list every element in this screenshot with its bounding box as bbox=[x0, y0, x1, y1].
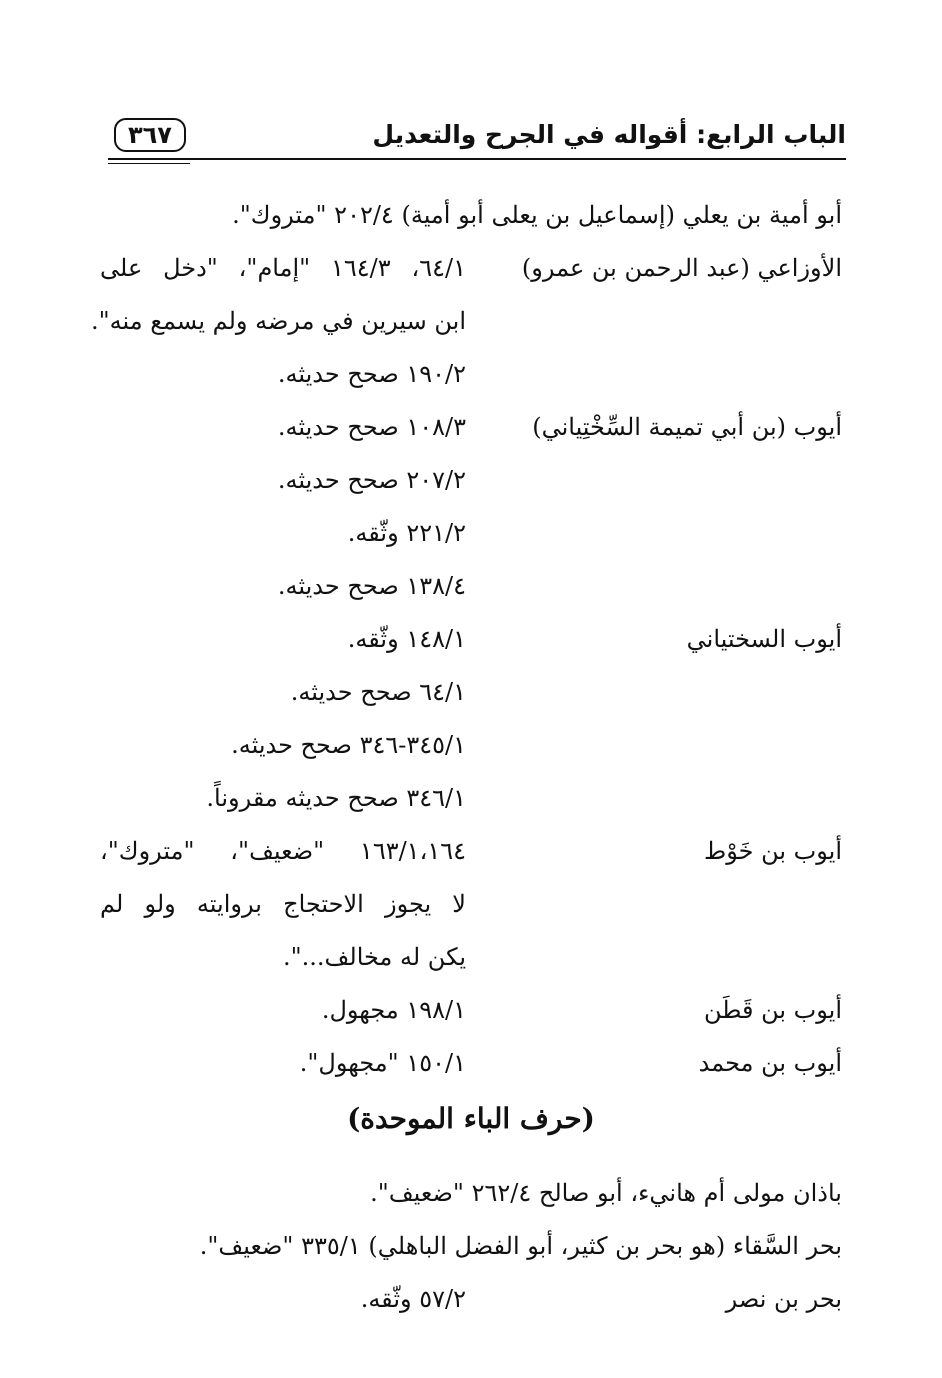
narrator-detail: ٢٢١/٢ وثّقه. bbox=[347, 519, 466, 547]
entry-line bbox=[0, 932, 942, 982]
narrator-detail: ٥٧/٢ وثّقه. bbox=[360, 1285, 466, 1313]
narrator-name: أيوب بن قَطَن bbox=[704, 996, 842, 1024]
entry-line bbox=[0, 508, 942, 558]
entry-line bbox=[0, 402, 942, 452]
narrator-detail: ١٥٠/١ "مجهول". bbox=[299, 1049, 466, 1077]
narrator-detail: ابن سيرين في مرضه ولم يسمع منه". bbox=[91, 307, 466, 335]
narrator-name: بحر بن نصر bbox=[725, 1285, 842, 1313]
narrator-detail: ٦٤/١، ١٦٤/٣ "إمام"، "دخل على bbox=[100, 254, 466, 282]
page-number: ٣٦٧ bbox=[114, 118, 186, 152]
entry-line bbox=[0, 455, 942, 505]
narrator-detail: ٣٤٥/١-٣٤٦ صحح حديثه. bbox=[231, 731, 466, 759]
narrator-name: الأوزاعي (عبد الرحمن بن عمرو) bbox=[521, 254, 842, 282]
entry-line bbox=[0, 1168, 942, 1218]
entry-text: باذان مولى أم هانيء، أبو صالح ٢٦٢/٤ "ضعيف". bbox=[370, 1179, 842, 1207]
entry-line bbox=[0, 826, 942, 876]
narrator-detail: ١٩٠/٢ صحح حديثه. bbox=[277, 360, 466, 388]
entry-line bbox=[0, 614, 942, 664]
entry-line bbox=[0, 1221, 942, 1271]
narrator-detail: ١٦٣/١،١٦٤ "ضعيف"، "متروك"، bbox=[100, 837, 466, 865]
narrator-detail: ٢٠٧/٢ صحح حديثه. bbox=[277, 466, 466, 494]
header-rule-short bbox=[108, 163, 190, 164]
narrator-detail: ١٩٨/١ مجهول. bbox=[321, 996, 466, 1024]
narrator-name: أيوب بن محمد bbox=[698, 1049, 842, 1077]
entry-line bbox=[0, 1038, 942, 1088]
narrator-detail: لا يجوز الاحتجاج بروايته ولو لم bbox=[100, 890, 466, 918]
entry-line bbox=[0, 879, 942, 929]
entry-line bbox=[0, 190, 942, 240]
narrator-detail: ١٤٨/١ وثّقه. bbox=[347, 625, 466, 653]
entry-text: أبو أمية بن يعلي (إسماعيل بن يعلى أبو أمية) ٢٠٢/٤ "متروك". bbox=[232, 201, 842, 229]
header-rule bbox=[108, 158, 846, 160]
narrator-name: أيوب (بن أبي تميمة السِّخْتِياني) bbox=[532, 413, 842, 441]
entry-line bbox=[0, 296, 942, 346]
entry-line bbox=[0, 667, 942, 717]
narrator-name: أيوب بن خَوْط bbox=[704, 837, 842, 865]
entry-line bbox=[0, 720, 942, 770]
entry-line bbox=[0, 1274, 942, 1324]
running-header bbox=[108, 118, 846, 158]
narrator-detail: ٦٤/١ صحح حديثه. bbox=[290, 678, 466, 706]
section-heading: (حرف الباء الموحدة) bbox=[347, 1102, 595, 1135]
narrator-detail: يكن له مخالف...". bbox=[282, 943, 466, 971]
narrator-detail: ١٠٨/٣ صحح حديثه. bbox=[277, 413, 466, 441]
entry-line bbox=[0, 243, 942, 293]
narrator-detail: ١٣٨/٤ صحح حديثه. bbox=[277, 572, 466, 600]
entry-line bbox=[0, 985, 942, 1035]
narrator-name: أيوب السختياني bbox=[686, 625, 842, 653]
entry-line bbox=[0, 773, 942, 823]
narrator-detail: ٣٤٦/١ صحح حديثه مقروناً. bbox=[206, 784, 466, 812]
entry-text: بحر السَّقاء (هو بحر بن كثير، أبو الفضل الباهلي) ٣٣٥/١ "ضعيف". bbox=[199, 1232, 842, 1260]
entry-line bbox=[0, 349, 942, 399]
entry-line bbox=[0, 561, 942, 611]
chapter-title: الباب الرابع: أقواله في الجرح والتعديل bbox=[372, 120, 846, 149]
